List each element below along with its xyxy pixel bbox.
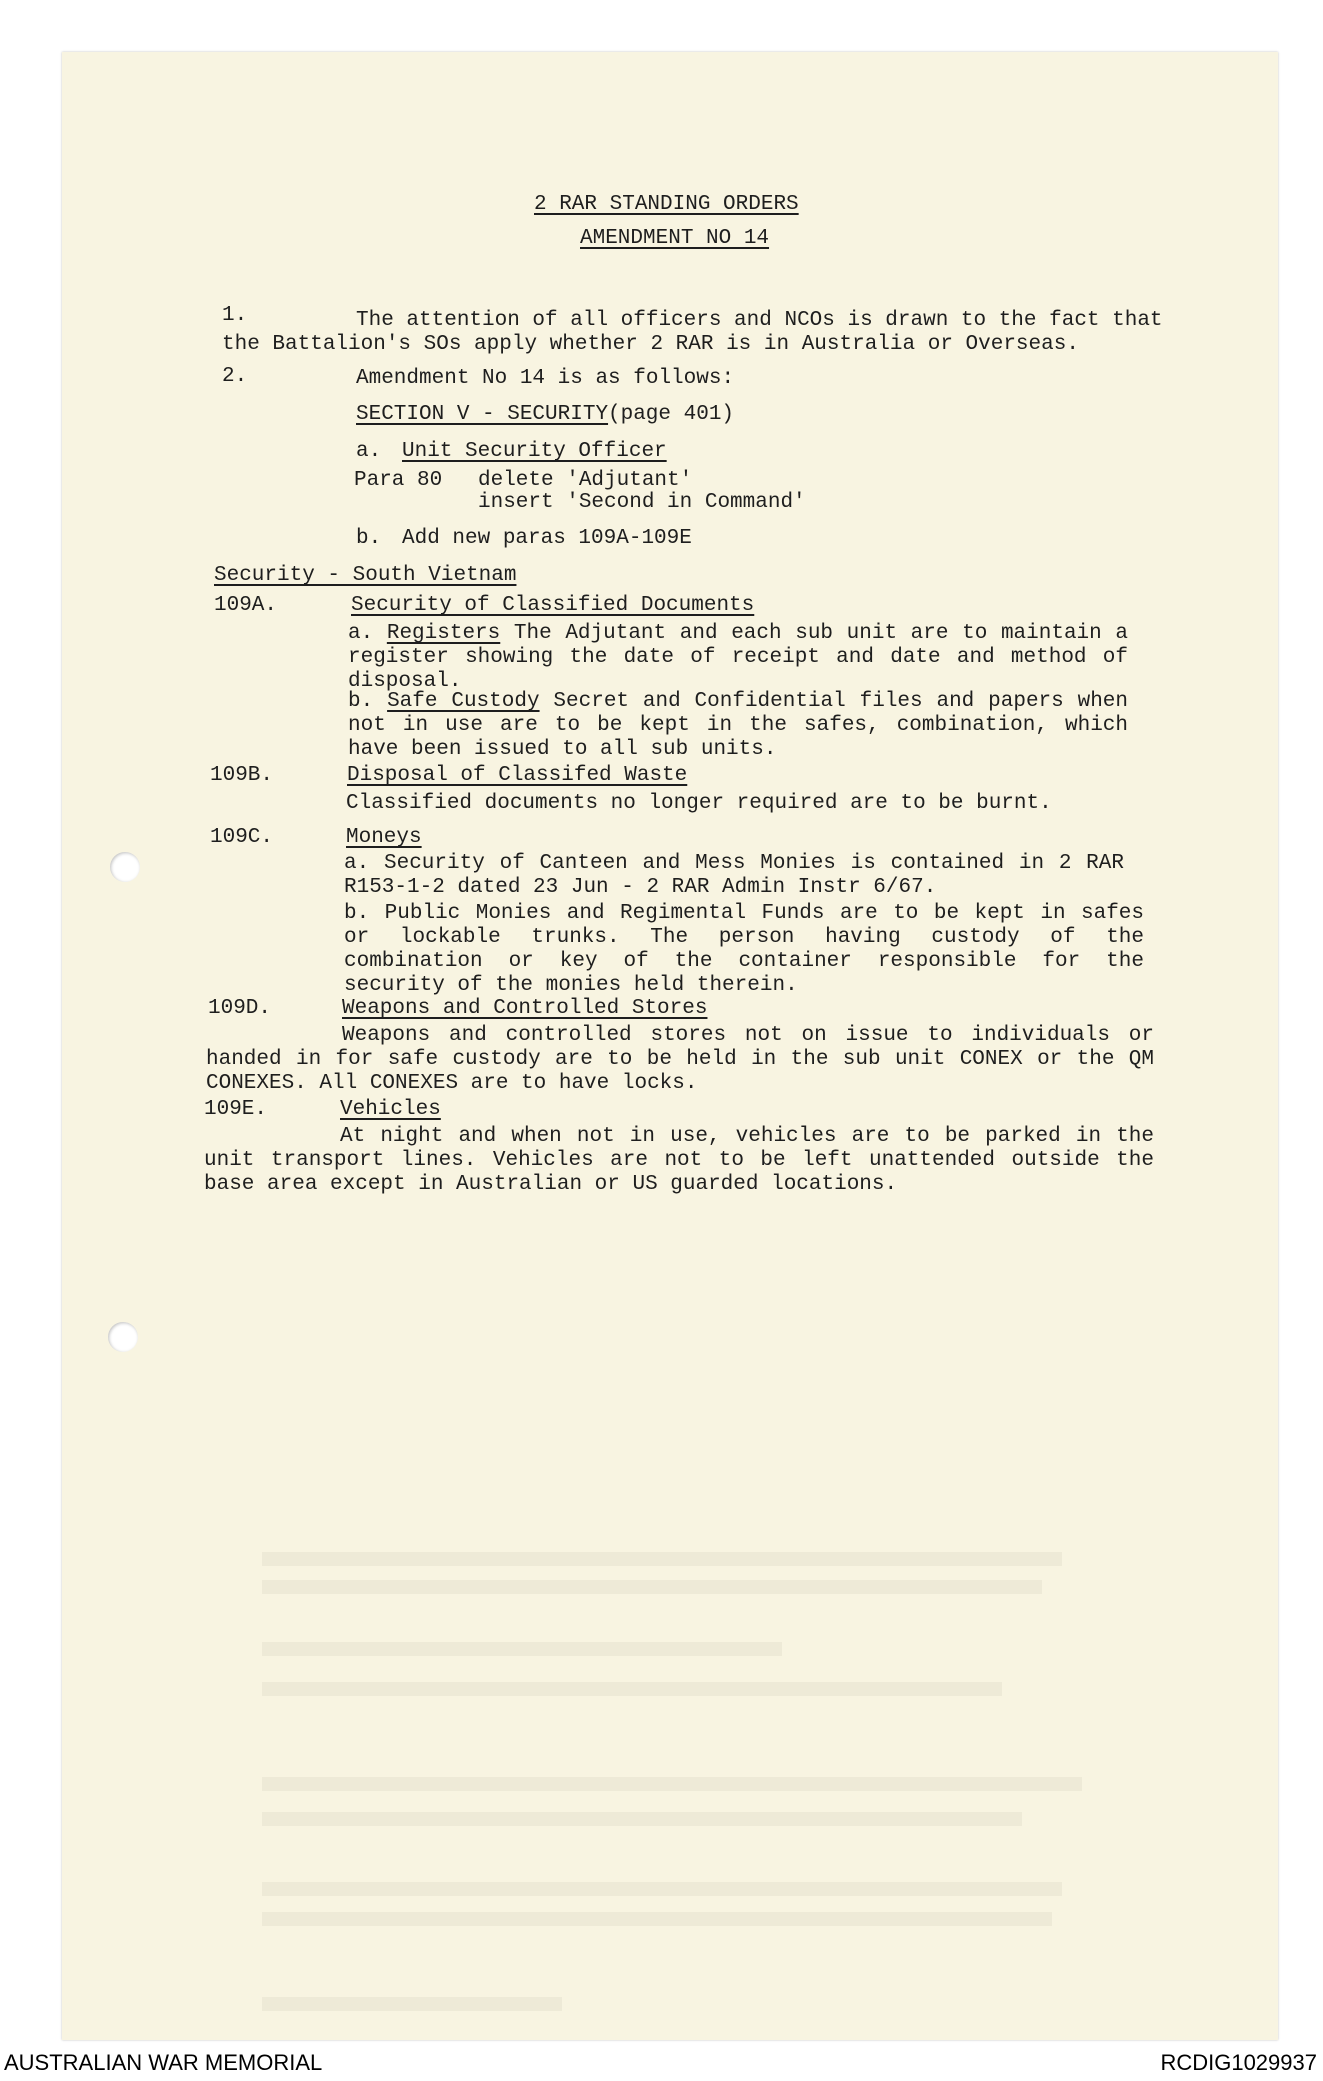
footer-institution: AUSTRALIAN WAR MEMORIAL (4, 2050, 323, 2075)
para2-b-label: b. (356, 527, 382, 550)
punch-hole-lower (108, 1322, 138, 1352)
p109c-title: Moneys (346, 826, 422, 849)
para1-number: 1. (222, 304, 248, 327)
document-title: 2 RAR STANDING ORDERS (534, 193, 799, 216)
security-heading: Security - South Vietnam (214, 564, 517, 587)
p109c-b-text: Public Monies and Regimental Funds are to be kept in safes or lockable trunks. The person having custody of the combination or key of the container responsible for the security of the monies held therein. (344, 902, 1144, 997)
para1-line1: The attention of all officers and NCOs is drawn to the fact that (356, 309, 1163, 332)
p109a-title: Security of Classified Documents (351, 594, 755, 617)
p109a-a-title: Registers (386, 622, 501, 645)
p109d-number: 109D. (208, 997, 272, 1020)
para80-delete: delete 'Adjutant' (478, 469, 693, 492)
p109a-b-paragraph (348, 690, 1128, 762)
para2-a-title: Unit Security Officer (402, 440, 667, 463)
section-heading: SECTION V - SECURITY (356, 403, 609, 426)
p109a-number: 109A. (214, 594, 278, 617)
para80-insert: insert 'Second in Command' (478, 491, 806, 514)
p109a-a-paragraph (348, 622, 1128, 694)
p109b-text: Classified documents no longer required are to be burnt. (346, 792, 1052, 815)
p109c-b-label: b. (344, 902, 370, 925)
p109a-b-title: Safe Custody (387, 690, 540, 713)
p109c-a-paragraph (344, 852, 1124, 900)
p109d-title: Weapons and Controlled Stores (342, 997, 708, 1020)
p109c-a-label: a. (344, 852, 370, 875)
para2-text: Amendment No 14 is as follows: (356, 367, 735, 390)
p109a-a-label: a. (348, 622, 374, 645)
p109a-b-label: b. (348, 690, 374, 713)
document-page (62, 52, 1278, 2040)
p109d-paragraph (206, 1024, 1154, 1096)
footer-record-id: RCDIG1029937 (1160, 2050, 1317, 2075)
p109c-a-text: Security of Canteen and Mess Monies is contained in 2 RAR R153-1-2 dated 23 Jun - 2 RAR Admin Instr 6/67. (344, 852, 1124, 899)
p109e-title: Vehicles (340, 1098, 441, 1121)
punch-hole-upper (110, 852, 140, 882)
archive-footer (0, 2043, 1323, 2081)
para1-line2: the Battalion's SOs apply whether 2 RAR is in Australia or Overseas. (222, 333, 1079, 356)
p109b-number: 109B. (210, 764, 274, 787)
document-subtitle: AMENDMENT NO 14 (580, 227, 770, 250)
p109e-number: 109E. (204, 1098, 268, 1121)
para80-label: Para 80 (354, 469, 443, 492)
p109c-b-paragraph (344, 902, 1144, 998)
p109e-text: At night and when not in use, vehicles are to be parked in the unit transport lines. Vehicles are not to be left unattended outside the base area except in Australian or US guarded locations. (204, 1125, 1154, 1196)
p109b-title: Disposal of Classifed Waste (347, 764, 688, 787)
p109e-paragraph (204, 1125, 1154, 1197)
p109c-number: 109C. (210, 826, 274, 849)
p109d-text: Weapons and controlled stores not on issue to individuals or handed in for safe custody are to be held in the sub unit CONEX or the QM CONEXES. All CONEXES are to have locks. (206, 1024, 1154, 1095)
para2-number: 2. (222, 365, 248, 388)
section-page-ref: (page 401) (608, 403, 735, 426)
para2-a-label: a. (356, 440, 382, 463)
p109a-b-text: Secret and Confidential files and papers when not in use are to be kept in the safes, combination, which have been issued to all sub units. (348, 690, 1129, 761)
para2-b-text: Add new paras 109A-109E (402, 527, 692, 550)
p109a-a-text: The Adjutant and each sub unit are to maintain a register showing the date of receipt and date and method of disposal. (348, 622, 1128, 693)
